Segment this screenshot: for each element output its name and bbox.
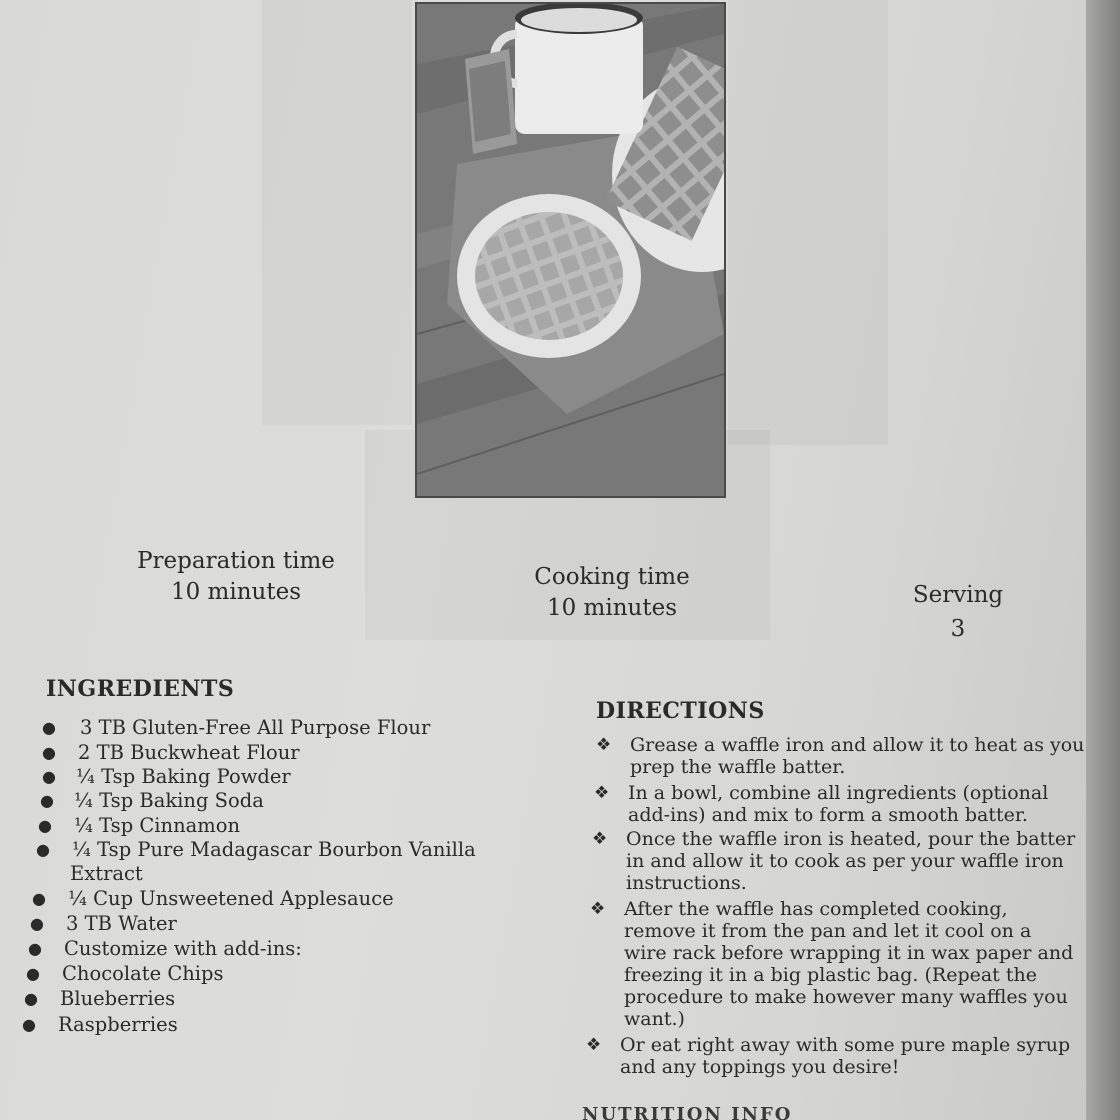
ingredient-text: ¼ Tsp Cinnamon	[74, 814, 241, 837]
serving-label: Serving	[912, 582, 1004, 608]
serving-block	[888, 580, 1028, 645]
diamond-bullet-icon: ❖	[594, 783, 610, 803]
nutrition-heading-cutoff: NUTRITION INFO	[582, 1104, 793, 1120]
bullet-icon: ●	[40, 791, 54, 810]
cook-time-block	[510, 562, 714, 624]
ingredient-text: ¼ Tsp Baking Soda	[74, 789, 264, 812]
bullet-icon: ●	[22, 1015, 36, 1034]
prep-time-label: Preparation time	[137, 548, 335, 574]
ingredient-text: ¼ Tsp Baking Powder	[76, 765, 291, 788]
waffle-photo	[415, 2, 726, 498]
bullet-icon: ●	[30, 914, 44, 933]
ingredient-text: 3 TB Water	[66, 912, 177, 935]
direction-text: Once the waffle iron is heated, pour the batter in and allow it to cook as per your waffle iron instructions.	[626, 828, 1076, 894]
bullet-icon: ●	[32, 889, 46, 908]
prep-time-block	[120, 546, 352, 608]
bullet-icon: ●	[38, 816, 52, 835]
diamond-bullet-icon: ❖	[592, 829, 608, 849]
bullet-icon: ●	[42, 743, 56, 762]
direction-text: After the waffle has completed cooking, remove it from the pan and let it cool on a wire rack before wrapping it in wax paper and freezing it in a big plastic bag. (Repeat the procedure to make however many waffles you want.)	[624, 898, 1074, 1030]
ingredient-text: Blueberries	[60, 987, 176, 1010]
direction-text: Grease a waffle iron and allow it to heat as you prep the waffle batter.	[630, 734, 1085, 778]
ingredient-text: Raspberries	[58, 1013, 178, 1036]
diamond-bullet-icon: ❖	[596, 735, 612, 755]
cook-time-label: Cooking time	[534, 564, 690, 590]
ingredient-text: 2 TB Buckwheat Flour	[78, 741, 300, 764]
show-through-shadow	[262, 0, 412, 425]
bullet-icon: ●	[24, 989, 38, 1008]
cook-time-value: 10 minutes	[546, 595, 678, 621]
ingredient-text: ¼ Tsp Pure Madagascar Bourbon Vanilla	[72, 838, 476, 861]
ingredient-text: Customize with add-ins:	[64, 937, 302, 960]
bullet-icon: ●	[36, 840, 50, 859]
ingredient-text: Chocolate Chips	[62, 962, 224, 985]
ingredient-text: 3 TB Gluten-Free All Purpose Flour	[80, 716, 431, 739]
ingredient-text: ¼ Cup Unsweetened Applesauce	[68, 887, 394, 910]
page-edge	[1086, 0, 1120, 1120]
ingredient-text: Extract	[70, 862, 143, 885]
prep-time-value: 10 minutes	[170, 579, 302, 605]
direction-text: Or eat right away with some pure maple syrup and any toppings you desire!	[620, 1034, 1071, 1078]
serving-value: 3	[950, 616, 966, 642]
bullet-icon: ●	[28, 939, 42, 958]
diamond-bullet-icon: ❖	[586, 1035, 602, 1055]
bullet-icon: ●	[42, 718, 56, 737]
directions-heading: DIRECTIONS	[596, 698, 765, 724]
bullet-icon: ●	[42, 767, 56, 786]
diamond-bullet-icon: ❖	[590, 899, 606, 919]
direction-text: In a bowl, combine all ingredients (optional add-ins) and mix to form a smooth batter.	[628, 782, 1049, 826]
show-through-shadow	[728, 0, 888, 445]
bullet-icon: ●	[26, 964, 40, 983]
ingredients-heading: INGREDIENTS	[46, 676, 235, 702]
